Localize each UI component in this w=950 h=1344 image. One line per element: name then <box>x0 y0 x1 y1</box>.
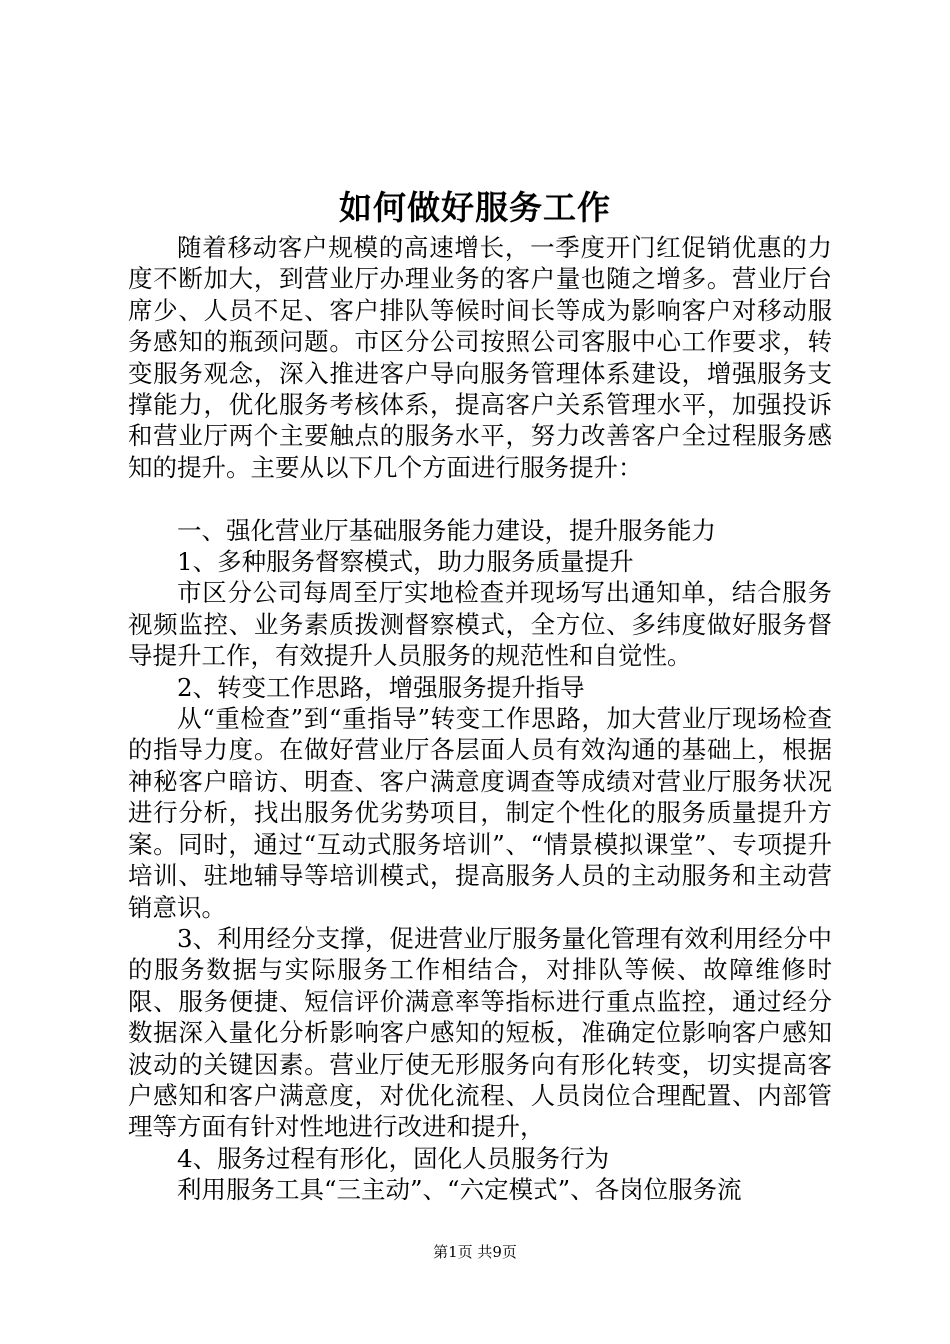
document-body <box>128 232 832 1206</box>
subheading-1: 1、多种服务督察模式，助力服务质量提升 <box>177 547 634 577</box>
subheading-2: 2、转变工作思路，增强服务提升指导 <box>177 672 585 702</box>
paragraph-1: 市区分公司每周至厅实地检查并现场写出通知单，结合服务视频监控、业务素质拨测督察模式，全方位、多纬度做好服务督导提升工作，有效提升人员服务的规范性和自觉性。 <box>128 578 832 671</box>
paragraph-4: 利用服务工具“三主动”、“六定模式”、各岗位服务流 <box>177 1175 742 1205</box>
paragraph-2: 从“重检查”到“重指导”转变工作思路，加大营业厅现场检查的指导力度。在做好营业厅各层面人员有效沟通的基础上，根据神秘客户暗访、明查、客户满意度调查等成绩对营业厅服务状况进行分析，找出服务优劣势项目，制定个性化的服务质量提升方案。同时，通过“互动式服务培训”、“情景模拟课堂”、专项提升培训、驻地辅导等培训模式，提高服务人员的主动服务和主动营销意识。 <box>128 704 832 922</box>
intro-paragraph: 随着移动客户规模的高速增长，一季度开门红促销优惠的力度不断加大，到营业厅办理业务的客户量也随之增多。营业厅台席少、人员不足、客户排队等候时间长等成为影响客户对移动服务感知的瓶颈问题。市区分公司按照公司客服中心工作要求，转变服务观念，深入推进客户导向服务管理体系建设，增强服务支撑能力，优化服务考核体系，提高客户关系管理水平，加强投诉和营业厅两个主要触点的服务水平，努力改善客户全过程服务感知的提升。主要从以下几个方面进行服务提升： <box>128 233 832 482</box>
document-title: 如何做好服务工作 <box>339 188 611 227</box>
paragraph-3: 3、利用经分支撑，促进营业厅服务量化管理有效利用经分中的服务数据与实际服务工作相结合，对排队等候、故障维修时限、服务便捷、短信评价满意率等指标进行重点监控，通过经分数据深入量化分析影响客户感知的短板，准确定位影响客户感知波动的关键因素。营业厅使无形服务向有形化转变，切实提高客户感知和客户满意度，对优化流程、人员岗位合理配置、内部管理等方面有针对性地进行改进和提升， <box>128 923 832 1142</box>
subheading-4: 4、服务过程有形化，固化人员服务行为 <box>177 1143 610 1173</box>
section-heading-1: 一、强化营业厅基础服务能力建设，提升服务能力 <box>177 515 716 545</box>
page-number-footer: 第1页 共9页 <box>433 1243 517 1261</box>
